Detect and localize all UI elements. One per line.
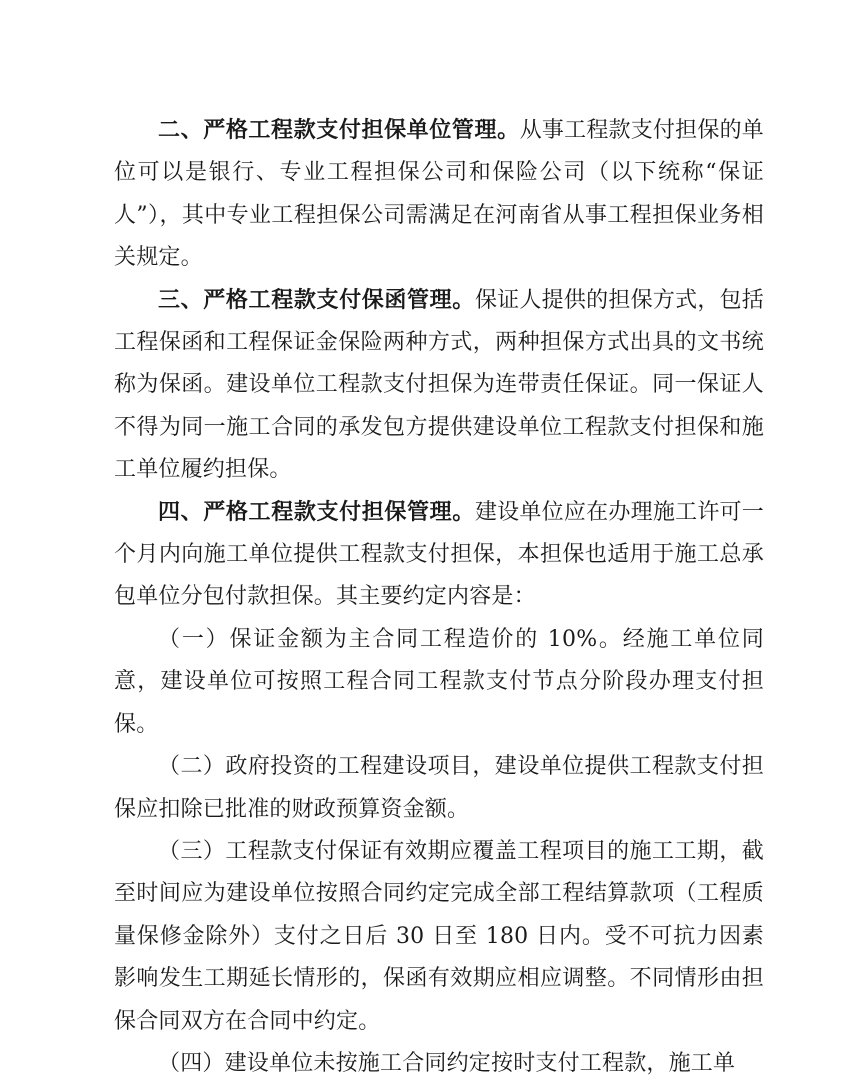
section-paragraph-2 — [114, 110, 764, 280]
section-heading-3: 三、严格工程款支付保函管理。 — [158, 287, 475, 313]
list-item-2: （二）政府投资的工程建设项目，建设单位提供工程款支付担保应扣除已批准的财政预算资金额。 — [114, 754, 764, 822]
section-body-4: 建设单位应在办理施工许可一个月内向施工单位提供工程款支付担保，本担保也适用于施工总承包单位分包付款担保。其主要约定内容是： — [114, 499, 764, 610]
section-heading-2: 二、严格工程款支付担保单位管理。 — [158, 118, 520, 143]
list-item-1: （一）保证金额为主合同工程造价的 10%。经施工单位同意，建设单位可按照工程合同工程款支付节点分阶段办理支付担保。 — [114, 626, 764, 737]
section-body-3: 保证人提供的担保方式，包括工程保函和工程保证金保险两种方式，两种担保方式出具的文书统称为保函。建设单位工程款支付担保为连带责任保证。同一保证人不得为同一施工合同的承发包方提供建设单位工程款支付担保和施工单位履约担保。 — [114, 287, 764, 483]
section-paragraph-3 — [114, 280, 764, 492]
list-item-3: （三）工程款支付保证有效期应覆盖工程项目的施工工期，截至时间应为建设单位按照合同约定完成全部工程结算款项（工程质量保修金除外）支付之日后 30 日至 180 日内。受不可抗力因素影响发生工期延长情形的，保函有效期应相应调整。不同情形由担保合同双方在合同中约定。 — [114, 838, 764, 1034]
document-body — [114, 110, 764, 1085]
list-item-4: （四）建设单位未按施工合同约定按时支付工程款，施工单 — [158, 1050, 736, 1076]
section-paragraph-4 — [114, 492, 764, 619]
section-body-2: 从事工程款支付担保的单位可以是银行、专业工程担保公司和保险公司（以下统称“保证人”），其中专业工程担保公司需满足在河南省从事工程担保业务相关规定。 — [114, 118, 764, 271]
section-heading-4: 四、严格工程款支付担保管理。 — [158, 499, 475, 525]
